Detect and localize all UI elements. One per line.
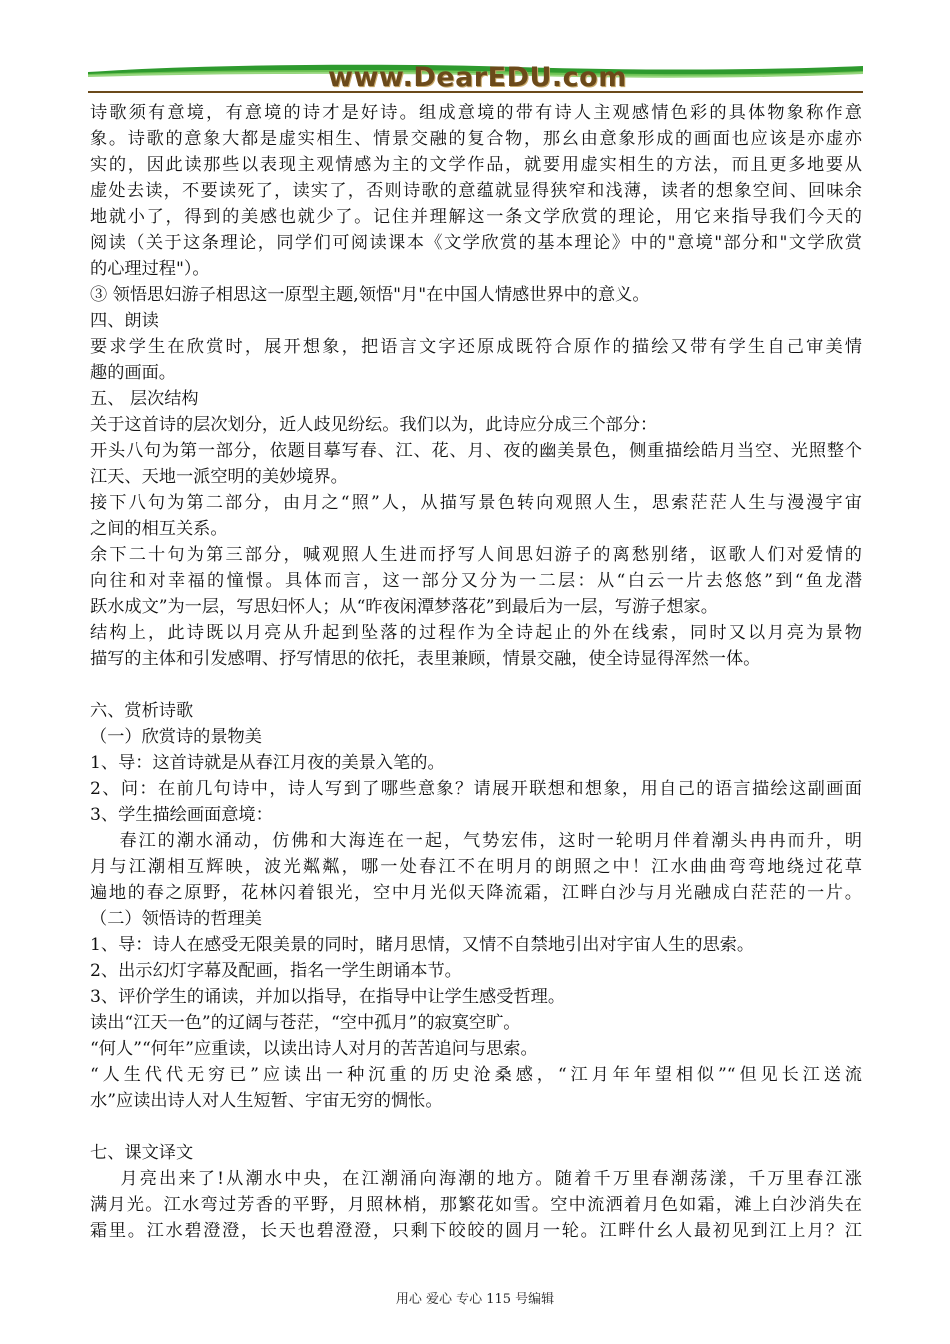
text-line: 之间的相互关系。 <box>90 519 228 539</box>
text-line: 3、评价学生的诵读，并加以指导，在指导中让学生感受哲理。 <box>90 987 566 1007</box>
text-line: 要求学生在欣赏时，展开想象，把语言文字还原成既符合原作的描绘又带有学生自己审美情 <box>90 337 862 357</box>
section-heading: 四、朗读 <box>90 311 159 331</box>
subsection-heading: （二）领悟诗的哲理美 <box>90 909 262 929</box>
text-line: 的心理过程"）。 <box>90 259 210 279</box>
text-line: 月亮出来了!从潮水中央，在江潮涌向海潮的地方。随着千万里春潮荡漾，千万里春江涨 <box>90 1169 862 1189</box>
text-line: 霜里。江水碧澄澄，长天也碧澄澄，只剩下皎皎的圆月一轮。江畔什幺人最初见到江上月？江 <box>90 1221 862 1241</box>
text-line: 虚处去读，不要读死了，读实了，否则诗歌的意蕴就显得狭窄和浅薄，读者的想象空间、回味余 <box>90 181 862 201</box>
subsection-heading: （一）欣赏诗的景物美 <box>90 727 262 747</box>
text-line: 诗歌须有意境，有意境的诗才是好诗。组成意境的带有诗人主观感情色彩的具体物象称作意 <box>90 103 862 123</box>
section-heading: 五、 层次结构 <box>90 389 199 409</box>
text-line: 接下八句为第二部分，由月之“照”人，从描写景色转向观照人生，思索茫茫人生与漫漫宇宙 <box>90 493 862 513</box>
text-line: ③ 领悟思妇游子相思这一原型主题,领悟"月"在中国人情感世界中的意义。 <box>90 285 650 305</box>
text-line: 跃水成文”为一层，写思妇怀人；从“昨夜闲潭梦落花”到最后为一层，写游子想家。 <box>90 597 718 617</box>
document-body <box>90 100 862 1244</box>
section-heading: 六、赏析诗歌 <box>90 701 194 721</box>
text-line: 2、出示幻灯字幕及配画，指名一学生朗诵本节。 <box>90 961 462 981</box>
text-line: 关于这首诗的层次划分，近人歧见纷纭。我们以为，此诗应分成三个部分： <box>90 415 658 435</box>
text-line: 1、导：这首诗就是从春江月夜的美景入笔的。 <box>90 753 445 773</box>
text-line: 象。诗歌的意象大都是虚实相生、情景交融的复合物，那幺由意象形成的画面也应该是亦虚亦 <box>90 129 862 149</box>
text-line: 2、问：在前几句诗中，诗人写到了哪些意象？请展开联想和想象，用自己的语言描绘这副画面 <box>90 779 862 799</box>
text-line: 开头八句为第一部分，依题目摹写春、江、花、月、夜的幽美景色，侧重描绘皓月当空、光照整个 <box>90 441 862 461</box>
page-footer: 用心 爱心 专心 115 号编辑 <box>395 1292 555 1307</box>
text-line: “人生代代无穷已”应读出一种沉重的历史沧桑感，“江月年年望相似”“但见长江送流 <box>90 1065 862 1085</box>
text-line: 1、导：诗人在感受无限美景的同时，睹月思情，又情不自禁地引出对宇宙人生的思索。 <box>90 935 755 955</box>
text-line: 江天、天地一派空明的美妙境界。 <box>90 467 348 487</box>
site-header <box>88 60 863 96</box>
blank-line <box>90 1114 862 1140</box>
text-line: 向往和对幸福的憧憬。具体而言，这一部分又分为一二层：从“白云一片去悠悠”到“鱼龙潜 <box>90 571 862 591</box>
text-line: 阅读（关于这条理论，同学们可阅读课本《文学欣赏的基本理论》中的"意境"部分和"文学欣赏 <box>90 233 862 253</box>
text-line: 3、学生描绘画面意境： <box>90 805 273 825</box>
blank-line <box>90 672 862 698</box>
text-line: 结构上，此诗既以月亮从升起到坠落的过程作为全诗起止的外在线索，同时又以月亮为景物 <box>90 623 862 643</box>
brand-logo-text: www.DearEDU.com <box>328 62 627 93</box>
text-line: 满月光。江水弯过芳香的平野，月照林梢，那繁花如雪。空中流洒着月色如霜，滩上白沙消失在 <box>90 1195 862 1215</box>
text-line: 春江的潮水涌动，仿佛和大海连在一起，气势宏伟，这时一轮明月伴着潮头冉冉而升，明 <box>90 831 862 851</box>
text-line: 地就小了，得到的美感也就少了。记住并理解这一条文学欣赏的理论，用它来指导我们今天的 <box>90 207 862 227</box>
text-line: 余下二十句为第三部分，喊观照人生进而抒写人间思妇游子的离愁别绪，讴歌人们对爱情的 <box>90 545 862 565</box>
text-line: 描写的主体和引发感喟、抒写情思的依托，表里兼顾，情景交融，使全诗显得浑然一体。 <box>90 649 761 669</box>
text-line: 遍地的春之原野，花林闪着银光，空中月光似天降流霜，江畔白沙与月光融成白茫茫的一片。 <box>90 883 862 903</box>
text-line: 水”应读出诗人对人生短暂、宇宙无穷的惆怅。 <box>90 1091 443 1111</box>
text-line: 实的，因此读那些以表现主观情感为主的文学作品，就要用虚实相生的方法，而且更多地要从 <box>90 155 862 175</box>
text-line: 趣的画面。 <box>90 363 176 383</box>
section-heading: 七、课文译文 <box>90 1143 194 1163</box>
text-line: 月与江潮相互辉映，波光粼粼，哪一处春江不在明月的朗照之中！江水曲曲弯弯地绕过花草 <box>90 857 862 877</box>
text-line: 读出“江天一色”的辽阔与苍茫，“空中孤月”的寂寞空旷。 <box>90 1013 521 1033</box>
text-line: “何人”“何年”应重读，以读出诗人对月的苦苦追问与思索。 <box>90 1039 538 1059</box>
